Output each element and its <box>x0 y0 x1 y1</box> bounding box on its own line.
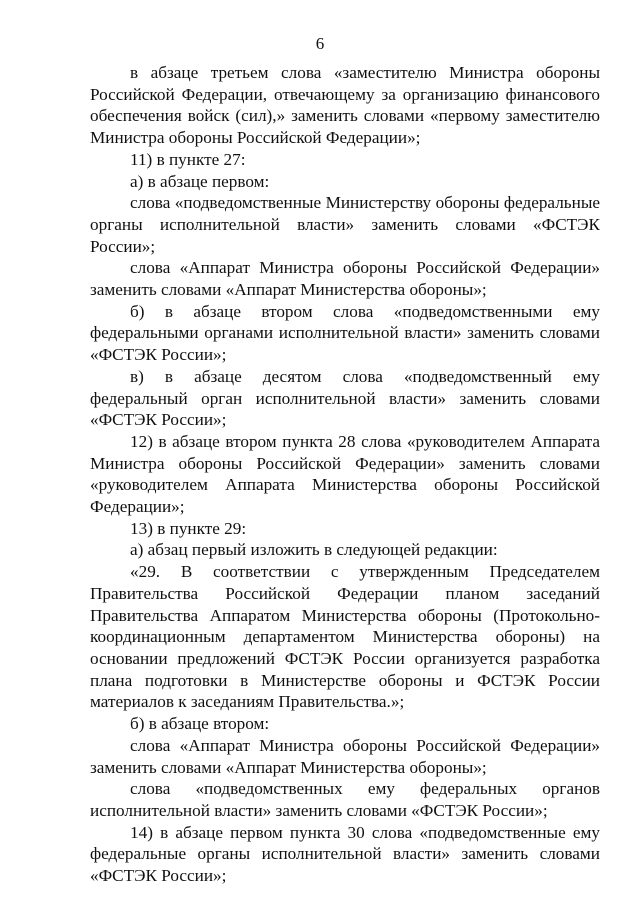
paragraph: б) в абзаце втором: <box>130 714 270 734</box>
paragraph: а) в абзаце первом: <box>130 171 270 191</box>
paragraph: слова «подведомственных ему федеральных органов исполнительной власти» заменить словами «ФСТЭК России»; <box>90 779 600 820</box>
paragraph: а) абзац первый изложить в следующей редакции: <box>130 540 498 560</box>
paragraph: 11) в пункте 27: <box>130 149 246 169</box>
paragraph: б) в абзаце втором слова «подведомственными ему федеральными органами исполнительной власти» заменить словами «ФСТЭК России»; <box>90 301 600 365</box>
paragraph: «29. В соответствии с утвержденным Председателем Правительства Российской Федерации планом заседаний Правительства Аппаратом Министерства обороны (Протокольно-координационным департаментом Министерства обороны) на основании предложений ФСТЭК России организуется разработка плана подготовки в Министерстве обороны и ФСТЭК России материалов к заседаниям Правительства.»; <box>90 562 600 712</box>
paragraph: в) в абзаце десятом слова «подведомственный ему федеральный орган исполнительной власти» заменить словами «ФСТЭК России»; <box>90 366 600 430</box>
paragraph: слова «Аппарат Министра обороны Российской Федерации» заменить словами «Аппарат Министерства обороны»; <box>90 258 600 300</box>
page-number: 6 <box>315 34 325 53</box>
paragraph: слова «Аппарат Министра обороны Российской Федерации» заменить словами «Аппарат Министерства обороны»; <box>90 735 600 777</box>
paragraph: 13) в пункте 29: <box>130 518 247 538</box>
document-body <box>90 62 600 887</box>
paragraph: слова «подведомственные Министерству обороны федеральные органы исполнительной власти» заменить словами «ФСТЭК России»; <box>90 193 600 256</box>
paragraph: 12) в абзаце втором пункта 28 слова «руководителем Аппарата Министра обороны Российской Федерации» заменить словами «руководителем Аппарата Министерства обороны Российской Федерации»; <box>90 431 600 517</box>
paragraph: 14) в абзаце первом пункта 30 слова «подведомственные ему федеральные органы исполнительной власти» заменить словами «ФСТЭК России»; <box>90 822 600 886</box>
paragraph: в абзаце третьем слова «заместителю Министра обороны Российской Федерации, отвечающему за организацию финансового обеспечения войск (сил),» заменить словами «первому заместителю Министра обороны Российской Федерации»; <box>90 63 600 148</box>
